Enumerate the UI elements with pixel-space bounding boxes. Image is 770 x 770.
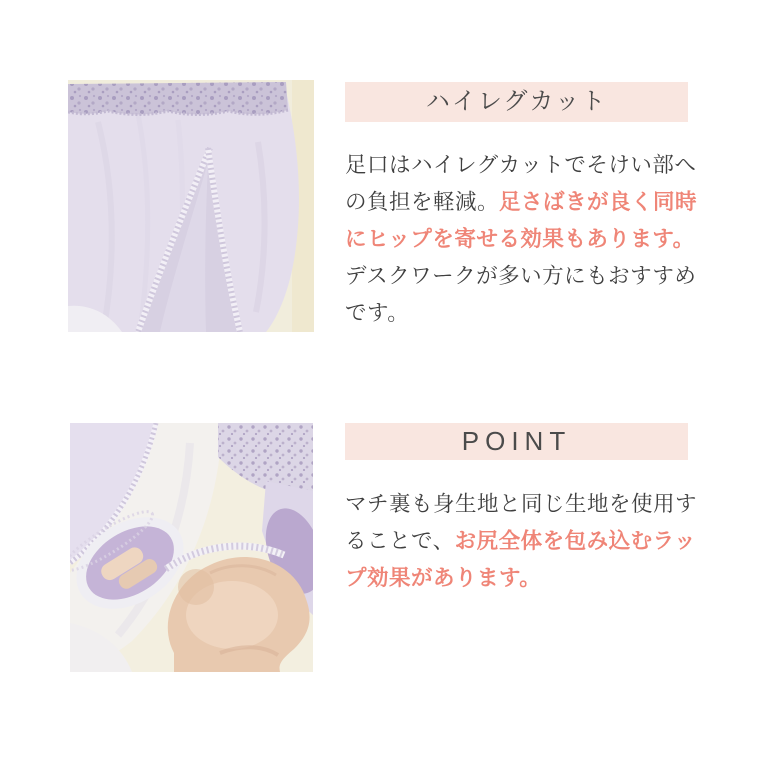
- section-heading-point-label: POINT: [461, 426, 572, 456]
- section-heading-highleg: [345, 82, 688, 122]
- section-heading-point: [345, 423, 688, 460]
- highleg-cut-photo-illustration: [68, 80, 314, 332]
- description-segment-highlight: 足さばきが良く同時にヒップを寄せる効果もあります。: [345, 190, 698, 251]
- point-description: [345, 486, 701, 597]
- highleg-cut-section: [345, 82, 701, 332]
- gusset-photo-illustration: [70, 423, 313, 672]
- section-heading-highleg-label: ハイレグカット: [425, 88, 608, 115]
- point-section: [345, 423, 701, 597]
- description-segment: 足口はハイレグカットでそけい部への負担を軽減。: [345, 153, 697, 214]
- description-segment: デスクワークが多い方にもおすすめです。: [345, 264, 697, 325]
- description-segment: マチ裏も身生地と同じ生地を使用することで、: [345, 492, 698, 553]
- highleg-cut-description: [345, 147, 701, 332]
- gusset-lining-hand-photo: [70, 423, 313, 672]
- highleg-cut-product-photo: [68, 80, 314, 332]
- description-segment-highlight: お尻全体を包み込むラップ効果があります。: [345, 529, 697, 590]
